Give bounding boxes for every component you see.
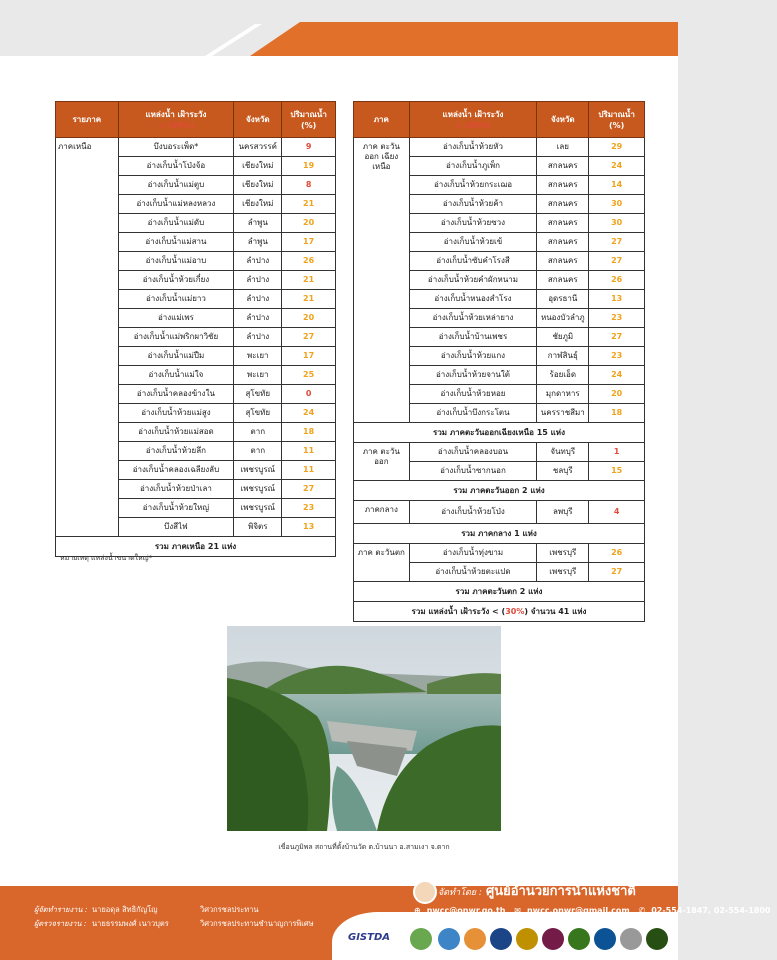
source-cell: อ่างเก็บน้ำห้วยโป่ง: [409, 501, 537, 524]
province-cell: ลำพูน: [234, 214, 282, 233]
province-cell: พะเยา: [234, 347, 282, 366]
source-cell: อ่างเก็บน้ำทุ่งขาม: [409, 544, 537, 563]
volume-cell: 18: [282, 423, 336, 442]
source-cell: อ่างแม่เพร: [118, 309, 234, 328]
col-source-header: แหล่งน้ำ เฝ้าระวัง < (30%): [409, 102, 537, 138]
mail-icon: ✉: [514, 906, 521, 915]
brand-title: จัดทำโดย : ศูนย์อำนวยการน้ำแห่งชาติ: [438, 884, 636, 899]
gistda-logo: GISTDA: [348, 932, 390, 943]
northern-region-table: [55, 101, 336, 557]
source-cell: อ่างเก็บน้ำห้วยลึก: [118, 442, 234, 461]
region-cell: ภาคกลาง: [354, 501, 410, 524]
source-cell: อ่างเก็บน้ำภูเพ็ก: [409, 157, 537, 176]
province-cell: เชียงใหม่: [234, 176, 282, 195]
volume-cell: 20: [589, 385, 645, 404]
province-cell: ลำปาง: [234, 309, 282, 328]
partner-logos: [342, 924, 672, 954]
region-cell: ภาคเหนือ: [56, 138, 119, 537]
summary-row: [354, 582, 645, 602]
source-cell: อ่างเก็บน้ำแม่สาน: [118, 233, 234, 252]
volume-cell: 27: [589, 563, 645, 582]
col-volume-header: ปริมาณน้ำ (%): [282, 102, 336, 138]
summary-cell: รวม ภาคตะวันออกเฉียงเหนือ 15 แห่ง: [354, 423, 645, 443]
source-cell: อ่างเก็บน้ำห้วยจานใต้: [409, 366, 537, 385]
col-region-header: รายภาค: [56, 102, 119, 138]
province-cell: สกลนคร: [537, 157, 589, 176]
col-source-header: แหล่งน้ำ เฝ้าระวัง < (30%): [118, 102, 234, 138]
col-province-header: จังหวัด: [234, 102, 282, 138]
summary-cell: รวม ภาคตะวันตก 2 แห่ง: [354, 582, 645, 602]
volume-cell: 23: [589, 309, 645, 328]
volume-cell: 17: [282, 347, 336, 366]
source-cell: บึงสีไฟ: [118, 518, 234, 537]
province-cell: ชลบุรี: [537, 462, 589, 481]
province-cell: สกลนคร: [537, 195, 589, 214]
summary-cell: รวม ภาคเหนือ 21 แห่ง: [56, 537, 336, 557]
province-cell: อุดรธานี: [537, 290, 589, 309]
grand-total-cell: [354, 602, 645, 622]
photo-caption: เขื่อนภูมิพล สถานที่ตั้งบ้านวัด ต.บ้านนา อ.สามเงา จ.ตาก: [278, 843, 450, 851]
volume-cell: 15: [589, 462, 645, 481]
contact-line: [414, 906, 777, 915]
summary-cell: รวม ภาคตะวันออก 2 แห่ง: [354, 481, 645, 501]
province-cell: จันทบุรี: [537, 443, 589, 462]
province-cell: ตาก: [234, 423, 282, 442]
source-cell: อ่างเก็บน้ำคลองบอน: [409, 443, 537, 462]
volume-cell: 0: [282, 385, 336, 404]
province-cell: เชียงใหม่: [234, 195, 282, 214]
source-cell: อ่างเก็บน้ำห้วยแม่สอด: [118, 423, 234, 442]
province-cell: ลำพูน: [234, 233, 282, 252]
volume-cell: 25: [282, 366, 336, 385]
province-cell: ร้อยเอ็ด: [537, 366, 589, 385]
volume-cell: 17: [282, 233, 336, 252]
province-cell: สกลนคร: [537, 176, 589, 195]
province-cell: สกลนคร: [537, 252, 589, 271]
grand-total-row: [354, 602, 645, 622]
web-icon: ⊕: [414, 906, 421, 915]
source-cell: อ่างเก็บน้ำแม่ใจ: [118, 366, 234, 385]
volume-cell: 20: [282, 309, 336, 328]
source-cell: อ่างเก็บน้ำห้วยเกี๋ยง: [118, 271, 234, 290]
made-by-role: วิศวกรชลประทาน: [200, 905, 259, 914]
partner-logo-icon: [490, 928, 512, 950]
province-cell: ตาก: [234, 442, 282, 461]
source-cell: อ่างเก็บน้ำห้วยเข้: [409, 233, 537, 252]
footnote: หมายเหตุ แหล่งน้ำขนาดใหญ่*: [60, 554, 153, 562]
volume-cell: 19: [282, 157, 336, 176]
province-cell: สกลนคร: [537, 271, 589, 290]
partner-logo-icon: [594, 928, 616, 950]
col-region-header: ภาค: [354, 102, 410, 138]
volume-cell: 8: [282, 176, 336, 195]
province-cell: ลพบุรี: [537, 501, 589, 524]
table-row: [354, 138, 645, 157]
volume-cell: 26: [589, 271, 645, 290]
partner-logo-icon: [516, 928, 538, 950]
province-cell: เพชรบูรณ์: [234, 480, 282, 499]
province-cell: เพชรบูรณ์: [234, 461, 282, 480]
volume-cell: 27: [282, 480, 336, 499]
source-cell: อ่างเก็บน้ำห้วยหอย: [409, 385, 537, 404]
province-cell: ชัยภูมิ: [537, 328, 589, 347]
province-cell: กาฬสินธุ์: [537, 347, 589, 366]
checked-by-name: นายธรรมพงศ์ เนาวบุตร: [92, 919, 169, 928]
volume-cell: 24: [589, 366, 645, 385]
partner-logo-icon: [464, 928, 486, 950]
summary-row: [354, 481, 645, 501]
partner-logo-icon: [568, 928, 590, 950]
source-cell: อ่างเก็บน้ำห้วยป่าเลา: [118, 480, 234, 499]
volume-cell: 18: [589, 404, 645, 423]
province-cell: สุโขทัย: [234, 404, 282, 423]
source-cell: อ่างเก็บน้ำห้วยเหล่ายาง: [409, 309, 537, 328]
province-cell: ลำปาง: [234, 290, 282, 309]
volume-cell: 26: [589, 544, 645, 563]
source-cell: อ่างเก็บน้ำแม่พริกผาวิชัย: [118, 328, 234, 347]
phone-icon: ✆: [638, 906, 646, 915]
source-cell: อ่างเก็บน้ำห้วยคำผักหนาม: [409, 271, 537, 290]
table-row: [354, 443, 645, 462]
table-row: [56, 138, 336, 157]
dam-photo: [227, 626, 501, 831]
source-cell: อ่างเก็บน้ำห้วยค้า: [409, 195, 537, 214]
volume-cell: 14: [589, 176, 645, 195]
source-cell: อ่างเก็บน้ำคลองเฉลียงลับ: [118, 461, 234, 480]
grand-total-prefix: รวม แหล่งน้ำ เฝ้าระวัง < (: [411, 606, 506, 616]
source-cell: อ่างเก็บน้ำบ้านเพชร: [409, 328, 537, 347]
province-cell: พิจิตร: [234, 518, 282, 537]
volume-cell: 20: [282, 214, 336, 233]
province-cell: สุโขทัย: [234, 385, 282, 404]
phone-numbers: 02-554-1847, 02-554-1800: [651, 906, 771, 915]
source-cell: อ่างเก็บน้ำห้วยซวง: [409, 214, 537, 233]
source-cell: อ่างเก็บน้ำบึงกระโตน: [409, 404, 537, 423]
volume-cell: 11: [282, 461, 336, 480]
other-regions-table: [353, 101, 645, 622]
source-cell: อ่างเก็บน้ำแม่หลงหลวง: [118, 195, 234, 214]
col-province-header: จังหวัด: [537, 102, 589, 138]
province-cell: เพชรบุรี: [537, 544, 589, 563]
province-cell: หนองบัวลำภู: [537, 309, 589, 328]
volume-cell: 4: [589, 501, 645, 524]
source-cell: อ่างเก็บน้ำคลองข้างใน: [118, 385, 234, 404]
volume-cell: 27: [589, 233, 645, 252]
volume-cell: 13: [589, 290, 645, 309]
volume-cell: 9: [282, 138, 336, 157]
source-cell: อ่างเก็บน้ำโป่งจ้อ: [118, 157, 234, 176]
email-address[interactable]: nwcc.onwr@gmail.com: [526, 906, 630, 915]
grand-total-threshold: 30%: [505, 606, 525, 616]
grand-total-suffix: ) จำนวน 41 แห่ง: [524, 606, 587, 616]
volume-cell: 30: [589, 214, 645, 233]
summary-row: [354, 524, 645, 544]
summary-cell: รวม ภาคกลาง 1 แห่ง: [354, 524, 645, 544]
region-cell: ภาค ตะวันออก: [354, 443, 410, 481]
source-cell: อ่างเก็บน้ำห้วยกระเฌอ: [409, 176, 537, 195]
province-cell: สกลนคร: [537, 233, 589, 252]
source-cell: อ่างเก็บน้ำซับคำโรงสี: [409, 252, 537, 271]
source-cell: อ่างเก็บน้ำแม่ตูบ: [118, 176, 234, 195]
source-cell: อ่างเก็บน้ำแม่ปืม: [118, 347, 234, 366]
province-cell: สกลนคร: [537, 214, 589, 233]
partner-logo-icon: [542, 928, 564, 950]
checked-by-label: ผู้ตรวจรายงาน :: [34, 919, 87, 928]
province-cell: มุกดาหาร: [537, 385, 589, 404]
nwcc-logo-icon: [413, 880, 437, 904]
table-row: [354, 544, 645, 563]
volume-cell: 1: [589, 443, 645, 462]
province-cell: เชียงใหม่: [234, 157, 282, 176]
partner-logo-icon: [410, 928, 432, 950]
col-volume-header: ปริมาณน้ำ (%): [589, 102, 645, 138]
source-cell: อ่างเก็บน้ำห้วยใหญ่: [118, 499, 234, 518]
web-address[interactable]: nwcc@onwr.go.th: [426, 906, 506, 915]
source-cell: อ่างเก็บน้ำห้วยหัว: [409, 138, 537, 157]
made-by-name: นายอดุล สิทธิกัญโญ: [92, 905, 158, 914]
volume-cell: 23: [589, 347, 645, 366]
province-cell: พะเยา: [234, 366, 282, 385]
region-cell: ภาค ตะวันตก: [354, 544, 410, 582]
summary-row: [354, 423, 645, 443]
volume-cell: 24: [589, 157, 645, 176]
volume-cell: 29: [589, 138, 645, 157]
province-cell: นครสวรรค์: [234, 138, 282, 157]
volume-cell: 21: [282, 271, 336, 290]
volume-cell: 21: [282, 290, 336, 309]
source-cell: อ่างเก็บน้ำห้วยตะแปด: [409, 563, 537, 582]
partner-logo-icon: [438, 928, 460, 950]
volume-cell: 26: [282, 252, 336, 271]
volume-cell: 13: [282, 518, 336, 537]
source-cell: อ่างเก็บน้ำห้วยแกง: [409, 347, 537, 366]
source-cell: บึงบอระเพ็ด*: [118, 138, 234, 157]
volume-cell: 23: [282, 499, 336, 518]
volume-cell: 27: [589, 328, 645, 347]
province-cell: นครราชสีมา: [537, 404, 589, 423]
partner-logo-icon: [646, 928, 668, 950]
province-cell: เลย: [537, 138, 589, 157]
volume-cell: 27: [282, 328, 336, 347]
volume-cell: 24: [282, 404, 336, 423]
volume-cell: 30: [589, 195, 645, 214]
source-cell: อ่างเก็บน้ำห้วยแม่สูง: [118, 404, 234, 423]
checked-by-role: วิศวกรชลประทานชำนาญการพิเศษ: [200, 919, 314, 928]
volume-cell: 11: [282, 442, 336, 461]
source-cell: อ่างเก็บน้ำซากนอก: [409, 462, 537, 481]
province-cell: เพชรบูรณ์: [234, 499, 282, 518]
source-cell: อ่างเก็บน้ำแม่ยาว: [118, 290, 234, 309]
source-cell: อ่างเก็บน้ำหนองสำโรง: [409, 290, 537, 309]
province-cell: ลำปาง: [234, 328, 282, 347]
volume-cell: 27: [589, 252, 645, 271]
region-cell: ภาค ตะวันออก เฉียงเหนือ: [354, 138, 410, 423]
partner-logo-icon: [620, 928, 642, 950]
province-cell: ลำปาง: [234, 252, 282, 271]
province-cell: เพชรบุรี: [537, 563, 589, 582]
volume-cell: 21: [282, 195, 336, 214]
source-cell: อ่างเก็บน้ำแม่อาบ: [118, 252, 234, 271]
made-by-label: ผู้จัดทำรายงาน :: [34, 905, 88, 914]
table-row: [354, 501, 645, 524]
province-cell: ลำปาง: [234, 271, 282, 290]
header-decoration: [0, 0, 678, 56]
source-cell: อ่างเก็บน้ำแม่ดับ: [118, 214, 234, 233]
